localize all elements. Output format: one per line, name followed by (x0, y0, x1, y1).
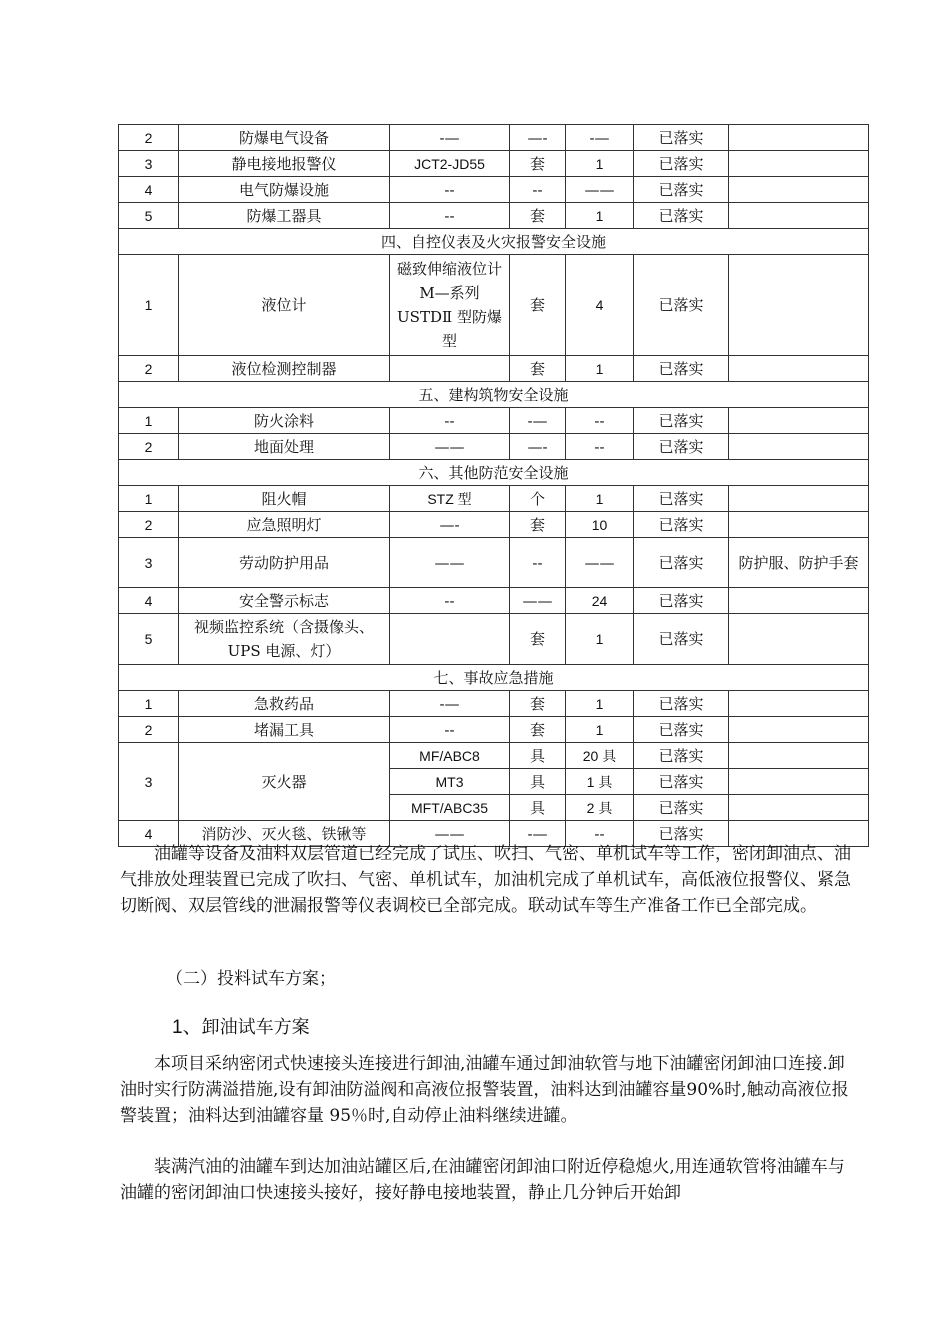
model-cell: STZ 型 (390, 486, 510, 512)
item-name-cell: 液位检测控制器 (179, 356, 390, 382)
row-number-cell: 1 (119, 486, 179, 512)
unit-cell: 套 (510, 203, 566, 229)
model-cell: —— (390, 821, 510, 847)
table-row (119, 408, 869, 434)
table-row (119, 434, 869, 460)
row-number-cell: 3 (119, 538, 179, 588)
model-cell: JCT2-JD55 (390, 151, 510, 177)
table-row (119, 255, 869, 356)
model-cell: -- (390, 408, 510, 434)
status-cell: 已落实 (634, 177, 729, 203)
note-cell (729, 125, 869, 151)
row-number-cell: 2 (119, 125, 179, 151)
row-number-cell: 2 (119, 512, 179, 538)
subsection-title: 卸油试车方案 (201, 1017, 310, 1038)
quantity-cell: 2 具 (566, 795, 634, 821)
item-name-cell: 消防沙、灭火毯、铁锹等 (179, 821, 390, 847)
note-cell (729, 408, 869, 434)
item-name-cell: 视频监控系统（含摄像头、UPS 电源、灯） (179, 614, 390, 665)
status-cell: 已落实 (634, 588, 729, 614)
table-row (119, 743, 869, 769)
safety-facilities-table (118, 124, 869, 847)
model-cell: 磁致伸缩液位计M—系列USTDⅡ 型防爆型 (390, 255, 510, 356)
item-name-cell: 劳动防护用品 (179, 538, 390, 588)
note-cell (729, 588, 869, 614)
quantity-cell: 4 (566, 255, 634, 356)
table-body (119, 125, 869, 847)
table-row (119, 356, 869, 382)
table-row (119, 512, 869, 538)
section-heading-trial-plan: （二）投料试车方案； (166, 969, 336, 989)
row-number-cell: 2 (119, 356, 179, 382)
row-number-cell: 5 (119, 203, 179, 229)
status-cell: 已落实 (634, 512, 729, 538)
quantity-cell: —— (566, 177, 634, 203)
note-cell (729, 177, 869, 203)
unit-cell: 具 (510, 769, 566, 795)
row-number-cell: 1 (119, 691, 179, 717)
model-cell: MF/ABC8 (390, 743, 510, 769)
quantity-cell: -- (566, 821, 634, 847)
unit-cell: -- (510, 538, 566, 588)
model-cell: -- (390, 717, 510, 743)
note-cell (729, 691, 869, 717)
unit-cell: —- (510, 434, 566, 460)
unit-cell: 套 (510, 255, 566, 356)
row-number-cell: 2 (119, 717, 179, 743)
paragraph-unloading-method: 本项目采纳密闭式快速接头连接进行卸油,油罐车通过卸油软管与地下油罐密闭卸油口连接.卸油时实行防满溢措施,设有卸油防溢阀和高液位报警装置，油料达到油罐容量90%时,触动高液位报警装置；油料达到油罐容量 95％时,自动停止油料继续进罐。 (120, 1054, 849, 1126)
unit-cell: 套 (510, 356, 566, 382)
unit-cell: 套 (510, 717, 566, 743)
quantity-cell: -- (566, 434, 634, 460)
table-row (119, 125, 869, 151)
unit-cell: 个 (510, 486, 566, 512)
model-cell: -- (390, 588, 510, 614)
section-title-cell: 六、其他防范安全设施 (119, 460, 869, 486)
subsection-heading-unloading (172, 1015, 310, 1041)
row-number-cell: 4 (119, 821, 179, 847)
row-number-cell: 2 (119, 434, 179, 460)
status-cell: 已落实 (634, 743, 729, 769)
row-number-cell: 3 (119, 743, 179, 821)
item-name-cell: 防爆工器具 (179, 203, 390, 229)
item-name-cell: 静电接地报警仪 (179, 151, 390, 177)
status-cell: 已落实 (634, 821, 729, 847)
note-cell (729, 255, 869, 356)
unit-cell: -- (510, 177, 566, 203)
note-cell (729, 743, 869, 769)
model-cell: —— (390, 434, 510, 460)
item-name-cell: 地面处理 (179, 434, 390, 460)
status-cell: 已落实 (634, 255, 729, 356)
section-title-cell: 五、建构筑物安全设施 (119, 382, 869, 408)
quantity-cell: 24 (566, 588, 634, 614)
status-cell: 已落实 (634, 356, 729, 382)
unit-cell: -— (510, 821, 566, 847)
section-header-row (119, 382, 869, 408)
table-row (119, 691, 869, 717)
status-cell: 已落实 (634, 691, 729, 717)
unit-cell: 套 (510, 614, 566, 665)
status-cell: 已落实 (634, 769, 729, 795)
unit-cell: 具 (510, 795, 566, 821)
quantity-cell: 1 (566, 717, 634, 743)
unit-cell: 套 (510, 512, 566, 538)
unit-cell: -— (510, 408, 566, 434)
note-cell (729, 795, 869, 821)
status-cell: 已落实 (634, 203, 729, 229)
note-cell (729, 151, 869, 177)
quantity-cell: 1 (566, 691, 634, 717)
table-row (119, 486, 869, 512)
note-cell (729, 614, 869, 665)
row-number-cell: 4 (119, 177, 179, 203)
row-number-cell: 3 (119, 151, 179, 177)
quantity-cell: 1 (566, 356, 634, 382)
unit-cell: 套 (510, 151, 566, 177)
unit-cell: —- (510, 125, 566, 151)
section-title-cell: 四、自控仪表及火灾报警安全设施 (119, 229, 869, 255)
note-cell (729, 434, 869, 460)
item-name-cell: 堵漏工具 (179, 717, 390, 743)
model-cell: —— (390, 538, 510, 588)
quantity-cell: 1 (566, 486, 634, 512)
model-cell: MT3 (390, 769, 510, 795)
status-cell: 已落实 (634, 795, 729, 821)
paragraph-test-status: 油罐等设备及油料双层管道已经完成了试压、吹扫、气密、单机试车等工作，密闭卸油点、油气排放处理装置已完成了吹扫、气密、单机试车，加油机完成了单机试车，高低液位报警仪、紧急切断阀、双层管线的泄漏报警等仪表调校已全部完成。联动试车等生产准备工作已全部完成。 (120, 844, 851, 916)
note-cell: 防护服、防护手套 (729, 538, 869, 588)
table-row (119, 717, 869, 743)
note-cell (729, 356, 869, 382)
section-title-cell: 七、事故应急措施 (119, 665, 869, 691)
model-cell: -- (390, 177, 510, 203)
note-cell (729, 486, 869, 512)
table-row (119, 588, 869, 614)
section-header-row (119, 460, 869, 486)
paragraph-unloading-procedure: 装满汽油的油罐车到达加油站罐区后,在油罐密闭卸油口附近停稳熄火,用连通软管将油罐车与油罐的密闭卸油口快速接头接好，接好静电接地装置，静止几分钟后开始卸 (120, 1157, 845, 1203)
model-cell (390, 614, 510, 665)
row-number-cell: 1 (119, 408, 179, 434)
status-cell: 已落实 (634, 538, 729, 588)
item-name-cell: 防爆电气设备 (179, 125, 390, 151)
row-number-cell: 5 (119, 614, 179, 665)
table-row (119, 177, 869, 203)
status-cell: 已落实 (634, 151, 729, 177)
quantity-cell: 20 具 (566, 743, 634, 769)
unit-cell: 套 (510, 691, 566, 717)
item-name-cell: 安全警示标志 (179, 588, 390, 614)
section-header-row (119, 665, 869, 691)
table-row (119, 614, 869, 665)
quantity-cell: 1 (566, 203, 634, 229)
model-cell (390, 356, 510, 382)
model-cell: -— (390, 125, 510, 151)
unit-cell: —— (510, 588, 566, 614)
item-name-cell: 急救药品 (179, 691, 390, 717)
model-cell: —- (390, 512, 510, 538)
model-cell: MFT/ABC35 (390, 795, 510, 821)
subsection-number: 1、 (172, 1017, 202, 1038)
item-name-cell: 阻火帽 (179, 486, 390, 512)
table-row (119, 203, 869, 229)
quantity-cell: 1 (566, 614, 634, 665)
status-cell: 已落实 (634, 125, 729, 151)
quantity-cell: -- (566, 408, 634, 434)
note-cell (729, 769, 869, 795)
unit-cell: 具 (510, 743, 566, 769)
note-cell (729, 203, 869, 229)
status-cell: 已落实 (634, 486, 729, 512)
table-row (119, 538, 869, 588)
quantity-cell: -— (566, 125, 634, 151)
model-cell: -— (390, 691, 510, 717)
row-number-cell: 1 (119, 255, 179, 356)
note-cell (729, 512, 869, 538)
section-header-row (119, 229, 869, 255)
row-number-cell: 4 (119, 588, 179, 614)
model-cell: -- (390, 203, 510, 229)
item-name-cell: 应急照明灯 (179, 512, 390, 538)
quantity-cell: —— (566, 538, 634, 588)
status-cell: 已落实 (634, 434, 729, 460)
item-name-cell: 液位计 (179, 255, 390, 356)
quantity-cell: 1 具 (566, 769, 634, 795)
status-cell: 已落实 (634, 717, 729, 743)
item-name-cell: 灭火器 (179, 743, 390, 821)
quantity-cell: 10 (566, 512, 634, 538)
item-name-cell: 电气防爆设施 (179, 177, 390, 203)
note-cell (729, 717, 869, 743)
quantity-cell: 1 (566, 151, 634, 177)
status-cell: 已落实 (634, 408, 729, 434)
table-row (119, 151, 869, 177)
item-name-cell: 防火涂料 (179, 408, 390, 434)
status-cell: 已落实 (634, 614, 729, 665)
